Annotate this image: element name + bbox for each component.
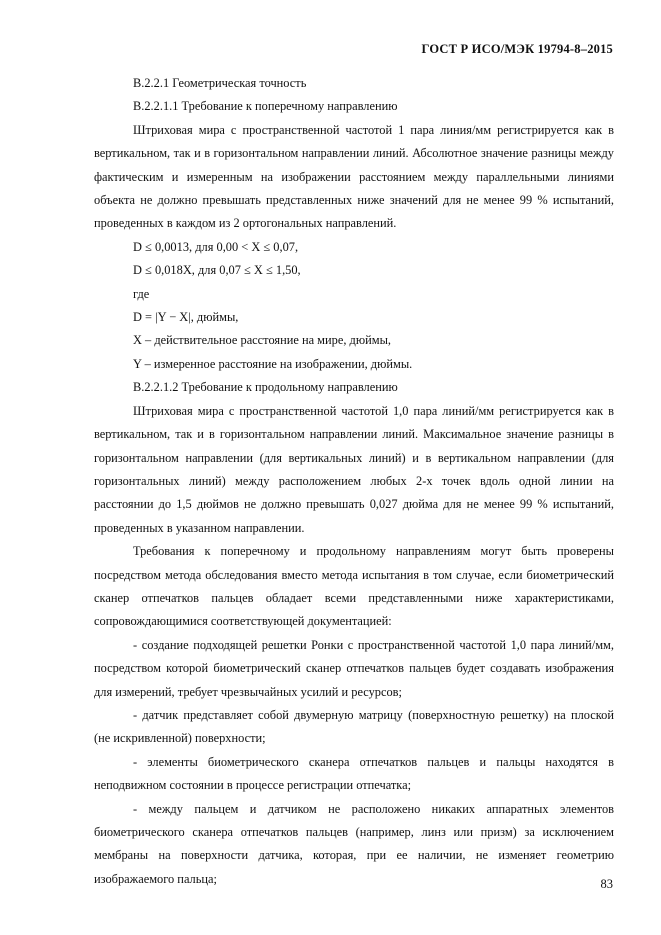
section-heading-b2211: В.2.2.1.1 Требование к поперечному направлению [133, 99, 398, 114]
formula-1: D ≤ 0,0013, для 0,00 < X ≤ 0,07, [133, 239, 299, 254]
page-number: 83 [600, 877, 613, 891]
definition-y: Y – измеренное расстояние на изображении, дюймы. [133, 356, 413, 371]
paragraph-transverse: Штриховая мира с пространственной частотой 1 пара линия/мм регистрируется как в вертикальном, так и в горизонтальном направлении линий. Абсолютное значение разницы между фактическим и измеренным на изображении расстоянием между параллельными линиями объекта не должно превышать представленных ниже значений для не менее 99 % испытаний, проведенных в каждом из 2 ортогональных направлений. [94, 122, 614, 231]
paragraph-longitudinal: Штриховая мира с пространственной частотой 1,0 пара линий/мм регистрируется как в вертикальном, так и в горизонтальном направлении линий. Максимальное значение разницы в горизонтальном направлении (для вертикальных линий) и в вертикальном направлении (для горизонтальных линий) между расположением любых 2-х точек вдоль одной линии на расстоянии до 1,5 дюймов не должно превышать 0,027 дюйма для не менее 99 % испытаний, проведенных в указанном направлении. [94, 403, 614, 535]
definition-x: X – действительное расстояние на мире, дюймы, [133, 333, 392, 348]
paragraph-inspection-method: Требования к поперечному и продольному направлениям могут быть проверены посредством метода обследования вместо метода испытания в том случае, если биометрический сканер отпечатков пальцев обладает всеми представленными ниже характеристиками, сопровождающимися соответствующей документацией: [94, 544, 614, 629]
page-body [94, 72, 614, 891]
where-label: где [133, 286, 150, 301]
formula-2: D ≤ 0,018X, для 0,07 ≤ X ≤ 1,50, [133, 263, 301, 278]
list-item-stationary: - элементы биометрического сканера отпечатков пальцев и пальцы находятся в неподвижном состоянии в процессе регистрации отпечатка; [94, 754, 614, 793]
list-item-no-optics: - между пальцем и датчиком не расположено никаких аппаратных элементов биометрического сканера отпечатков пальцев (например, линз или призм) за исключением мембраны на поверхности датчика, которая, при ее наличии, не изменяет геометрию изображаемого пальца; [94, 801, 614, 886]
list-item-ronchi-grating: - создание подходящей решетки Ронки с пространственной частотой 1,0 пара линий/мм, посредством которой биометрический сканер отпечатков пальцев будет создавать изображения для измерений, требует чрезвычайных усилий и ресурсов; [94, 637, 614, 699]
list-item-flat-sensor: - датчик представляет собой двумерную матрицу (поверхностную решетку) на плоской (не искривленной) поверхности; [94, 707, 614, 746]
section-heading-b2212: В.2.2.1.2 Требование к продольному направлению [133, 380, 398, 395]
definition-d: D = |Y − X|, дюймы, [133, 310, 239, 325]
section-heading-b221: В.2.2.1 Геометрическая точность [133, 76, 307, 90]
document-code-header: ГОСТ Р ИСО/МЭК 19794-8–2015 [421, 42, 613, 56]
